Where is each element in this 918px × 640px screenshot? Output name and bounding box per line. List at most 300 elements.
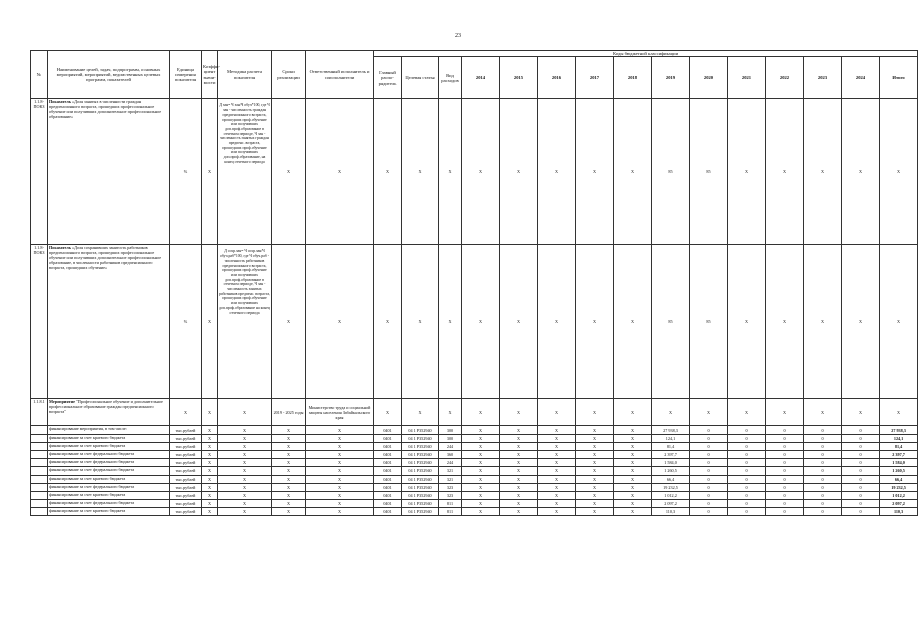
row-csr: Х (402, 399, 439, 426)
row-year-value: 85 (690, 99, 728, 245)
row-year-value: Х (614, 483, 652, 491)
row-year-value: Х (842, 245, 880, 399)
row-resp: Х (306, 442, 374, 450)
row-year-value: Х (538, 450, 576, 458)
row-coef: Х (202, 491, 218, 499)
row-name-type: Показатель (49, 99, 71, 105)
row-coef: Х (202, 442, 218, 450)
row-resp: Х (306, 434, 374, 442)
row-resp: Х (306, 475, 374, 483)
row-csr: 04 1 Р352940 (402, 483, 439, 491)
row-name: финансирование мероприятия, в том числе: (48, 426, 170, 434)
row-year-value: 0 (804, 459, 842, 467)
row-total: 110,3 (880, 508, 918, 516)
row-year-value: 0 (690, 475, 728, 483)
row-year-value: 0 (728, 426, 766, 434)
row-year-value: Х (538, 459, 576, 467)
row-year-value: 0 (690, 500, 728, 508)
row-grbs: 0401 (374, 475, 402, 483)
row-year-value: Х (614, 467, 652, 475)
row-year-value: 0 (690, 450, 728, 458)
row-grbs: 0401 (374, 426, 402, 434)
row-total: 19 232,5 (880, 483, 918, 491)
row-name: финансирование за счет федерального бюджета (48, 450, 170, 458)
row-year-value: 0 (690, 459, 728, 467)
row-grbs: 0401 (374, 491, 402, 499)
row-unit: тыс.рублей (170, 467, 202, 475)
row-year-value: Х (614, 399, 652, 426)
row-term: Х (272, 442, 306, 450)
row-method: Х (218, 491, 272, 499)
row-year-value: Х (728, 399, 766, 426)
row-year-value: 27 938,3 (652, 426, 690, 434)
row-resp: Х (306, 483, 374, 491)
row-term: Х (272, 500, 306, 508)
row-resp: Х (306, 459, 374, 467)
row-year-value: 0 (842, 459, 880, 467)
financing-row (31, 442, 918, 450)
row-year-value: 2 397,7 (652, 450, 690, 458)
row-term: Х (272, 467, 306, 475)
row-code (31, 500, 48, 508)
row-total: 81,4 (880, 442, 918, 450)
row-year-value: 0 (728, 491, 766, 499)
header-year: 2014 (462, 57, 500, 99)
row-year-value: Х (804, 399, 842, 426)
row-method: Х (218, 426, 272, 434)
row-year-value: 0 (690, 426, 728, 434)
row-year-value: Х (500, 475, 538, 483)
row-coef: Х (202, 467, 218, 475)
row-year-value: 85 (652, 245, 690, 399)
row-grbs: Х (374, 399, 402, 426)
row-resp: Х (306, 450, 374, 458)
header-method: Методика расчета показателя (218, 51, 272, 99)
row-year-value: 0 (842, 450, 880, 458)
row-resp: Х (306, 99, 374, 245)
header-year: 2018 (614, 57, 652, 99)
header-csr: Целевая статья (402, 57, 439, 99)
row-year-value: 0 (804, 467, 842, 475)
row-year-value: Х (500, 442, 538, 450)
row-code (31, 434, 48, 442)
row-year-value: Х (614, 245, 652, 399)
row-year-value: 0 (728, 475, 766, 483)
row-total: Х (880, 399, 918, 426)
row-method: Х (218, 450, 272, 458)
financing-row (31, 467, 918, 475)
row-year-value: 0 (842, 483, 880, 491)
row-term: Х (272, 434, 306, 442)
header-num: № (31, 51, 48, 99)
row-year-value: 0 (728, 500, 766, 508)
row-year-value: 0 (766, 450, 804, 458)
row-year-value: 0 (766, 491, 804, 499)
row-resp: Х (306, 500, 374, 508)
row-name (48, 245, 170, 399)
row-total: Х (880, 245, 918, 399)
row-year-value: 0 (766, 475, 804, 483)
row-unit: тыс.рублей (170, 434, 202, 442)
row-year-value: 0 (766, 442, 804, 450)
row-unit: % (170, 245, 202, 399)
row-year-value: Х (804, 245, 842, 399)
row-method: Х (218, 399, 272, 426)
row-year-value: Х (462, 442, 500, 450)
indicator-row (31, 245, 918, 399)
row-year-value: 0 (728, 483, 766, 491)
row-year-value: 0 (728, 442, 766, 450)
row-name: финансирование за счет краевого бюджета (48, 491, 170, 499)
row-name: финансирование за счет краевого бюджета (48, 475, 170, 483)
row-year-value: 0 (804, 450, 842, 458)
row-year-value: 81,4 (652, 442, 690, 450)
row-year-value: Х (576, 483, 614, 491)
row-year-value: 0 (766, 500, 804, 508)
row-year-value: Х (652, 399, 690, 426)
row-year-value: Х (538, 491, 576, 499)
row-year-value: Х (576, 450, 614, 458)
row-csr: 04 1 Р352940 (402, 426, 439, 434)
row-method: Х (218, 508, 272, 516)
row-method: Д зан= Ч зан/Ч обуч*100, где Ч зан - численность граждан предпенсионного возраста, прошедших проф.обучение или получивших доп.проф.образование в отчетном периоде, Ч зан - численность занятых граждан предпенс. возраста, прошедших проф.обучение или получивших доп.проф.образование, на конец отчетного периода (218, 99, 272, 245)
row-coef: Х (202, 99, 218, 245)
row-method: Х (218, 467, 272, 475)
row-year-value: 19 232,5 (652, 483, 690, 491)
row-name (48, 99, 170, 245)
row-method: Х (218, 434, 272, 442)
row-csr: 04 1 Р352940 (402, 475, 439, 483)
row-term: Х (272, 99, 306, 245)
row-grbs: 0401 (374, 467, 402, 475)
row-vr: 811 (439, 500, 462, 508)
row-name: финансирование за счет краевого бюджета (48, 434, 170, 442)
header-year: 2024 (842, 57, 880, 99)
row-total: 1 260,5 (880, 467, 918, 475)
row-code (31, 475, 48, 483)
row-year-value: 0 (842, 508, 880, 516)
financing-row (31, 426, 918, 434)
row-year-value: Х (538, 442, 576, 450)
row-year-value: 0 (690, 434, 728, 442)
row-code (31, 467, 48, 475)
row-year-value: Х (576, 475, 614, 483)
indicator-row (31, 99, 918, 245)
row-year-value: Х (614, 442, 652, 450)
row-year-value: Х (462, 475, 500, 483)
row-year-value: Х (538, 245, 576, 399)
header-unit: Единица измерения показателя (170, 51, 202, 99)
row-year-value: Х (500, 508, 538, 516)
row-year-value: Х (462, 500, 500, 508)
row-grbs: 0401 (374, 450, 402, 458)
row-vr: 244 (439, 459, 462, 467)
row-year-value: Х (576, 442, 614, 450)
row-year-value: 0 (804, 475, 842, 483)
row-year-value: Х (500, 500, 538, 508)
row-vr: 811 (439, 508, 462, 516)
row-vr: 244 (439, 442, 462, 450)
row-year-value: Х (614, 450, 652, 458)
row-year-value: Х (728, 245, 766, 399)
row-vr: 321 (439, 475, 462, 483)
row-grbs: Х (374, 99, 402, 245)
row-year-value: Х (500, 426, 538, 434)
financing-row (31, 459, 918, 467)
row-code: 1.1.8-ПОКЗ (31, 245, 48, 399)
row-grbs: 0401 (374, 483, 402, 491)
row-grbs: 0401 (374, 442, 402, 450)
row-term: Х (272, 450, 306, 458)
row-year-value: Х (500, 467, 538, 475)
row-csr: 04 1 Р352940 (402, 508, 439, 516)
row-year-value: Х (576, 491, 614, 499)
row-year-value: 0 (766, 467, 804, 475)
row-year-value: Х (538, 508, 576, 516)
row-year-value: 0 (842, 442, 880, 450)
row-year-value: 0 (690, 442, 728, 450)
row-method: Х (218, 475, 272, 483)
row-term: Х (272, 491, 306, 499)
row-year-value: Х (576, 459, 614, 467)
row-code (31, 508, 48, 516)
row-year-value: 85 (690, 245, 728, 399)
row-year-value: Х (576, 500, 614, 508)
row-grbs: 0401 (374, 459, 402, 467)
row-year-value: 0 (690, 508, 728, 516)
page-number: 23 (455, 33, 461, 39)
row-year-value: Х (576, 399, 614, 426)
row-year-value: 0 (690, 491, 728, 499)
row-coef: Х (202, 434, 218, 442)
row-year-value: Х (728, 99, 766, 245)
row-year-value: Х (690, 399, 728, 426)
row-year-value: Х (538, 426, 576, 434)
header-year: 2017 (576, 57, 614, 99)
row-year-value: 0 (804, 426, 842, 434)
row-csr: Х (402, 99, 439, 245)
header-year: 2019 (652, 57, 690, 99)
row-year-value: Х (766, 399, 804, 426)
program-table (30, 50, 918, 516)
row-year-value: 124,1 (652, 434, 690, 442)
row-year-value: 0 (842, 467, 880, 475)
row-csr: 04 1 Р352940 (402, 500, 439, 508)
row-year-value: Х (462, 483, 500, 491)
header-year: 2023 (804, 57, 842, 99)
row-grbs: 0401 (374, 500, 402, 508)
row-name: финансирование за счет федерального бюджета (48, 459, 170, 467)
row-year-value: Х (462, 491, 500, 499)
row-method: Х (218, 442, 272, 450)
row-method: Х (218, 483, 272, 491)
row-unit: тыс.рублей (170, 459, 202, 467)
header-year: 2015 (500, 57, 538, 99)
row-code (31, 442, 48, 450)
row-csr: 04 1 Р352940 (402, 434, 439, 442)
row-vr: Х (439, 245, 462, 399)
row-year-value: Х (462, 399, 500, 426)
row-year-value: Х (576, 426, 614, 434)
row-year-value: Х (538, 399, 576, 426)
row-csr: Х (402, 245, 439, 399)
row-coef: Х (202, 426, 218, 434)
activity-row (31, 399, 918, 426)
row-year-value: Х (804, 99, 842, 245)
row-coef: Х (202, 459, 218, 467)
row-year-value: Х (538, 467, 576, 475)
row-year-value: 0 (804, 500, 842, 508)
header-year: 2020 (690, 57, 728, 99)
row-coef: Х (202, 483, 218, 491)
row-year-value: Х (766, 245, 804, 399)
row-name: финансирование за счет краевого бюджета (48, 442, 170, 450)
row-year-value: 0 (766, 508, 804, 516)
row-year-value: 0 (766, 426, 804, 434)
row-csr: 04 1 Р352940 (402, 450, 439, 458)
row-year-value: Х (766, 99, 804, 245)
row-year-value: Х (538, 434, 576, 442)
header-resp: Ответственный исполнитель и соисполнители (306, 51, 374, 99)
header-term: Сроки реализации (272, 51, 306, 99)
header-codes-group: Коды бюджетной классификации (374, 51, 918, 57)
row-unit: % (170, 99, 202, 245)
row-total: 66,4 (880, 475, 918, 483)
row-term: Х (272, 245, 306, 399)
financing-row (31, 450, 918, 458)
row-resp: Х (306, 467, 374, 475)
row-unit: тыс.рублей (170, 483, 202, 491)
financing-rows (31, 426, 918, 516)
row-coef: Х (202, 500, 218, 508)
row-year-value: Х (500, 459, 538, 467)
row-method: Д сохр.зан= Ч сохр.зан/Ч обуч.раб*100, где Ч обуч.раб - численность работников предпенсионного возраста, прошедших проф.обучение или получивших доп.проф.образование в отчетном периоде, Ч зан - численность занятых работников предпенс. возраста, прошедших проф.обучение или получивших доп.проф.образование на конец отчетного периода (218, 245, 272, 399)
row-total: 1 584,0 (880, 459, 918, 467)
row-year-value: Х (538, 500, 576, 508)
row-vr: 300 (439, 434, 462, 442)
row-year-value: 0 (728, 434, 766, 442)
row-year-value: 0 (690, 483, 728, 491)
row-resp: Х (306, 245, 374, 399)
row-total: Х (880, 99, 918, 245)
row-method: Х (218, 459, 272, 467)
row-year-value: 0 (804, 434, 842, 442)
row-vr: 360 (439, 450, 462, 458)
header-grbs: Главный распо-рядитель (374, 57, 402, 99)
row-year-value: 1 012,2 (652, 491, 690, 499)
row-term: Х (272, 483, 306, 491)
row-csr: 04 1 Р352940 (402, 442, 439, 450)
row-total: 2 097,2 (880, 500, 918, 508)
row-year-value: Х (576, 508, 614, 516)
header-year: 2021 (728, 57, 766, 99)
row-year-value: 1 584,0 (652, 459, 690, 467)
row-year-value: Х (842, 99, 880, 245)
row-code: 1.1.8.1 (31, 399, 48, 426)
financing-row (31, 500, 918, 508)
row-unit: тыс.рублей (170, 491, 202, 499)
header-vr: Вид расходов (439, 57, 462, 99)
row-name: финансирование за счет федерального бюджета (48, 467, 170, 475)
row-year-value: Х (462, 434, 500, 442)
row-vr: 323 (439, 483, 462, 491)
row-name-text: «Доля занятых в численности граждан предпенсионного возраста, прошедших профессиональное обучение или получивших дополнительное профессиональное образование» (49, 99, 162, 120)
row-total: 1 012,2 (880, 491, 918, 499)
row-year-value: Х (538, 99, 576, 245)
header-name: Наименование целей, задач, подпрограмм, основных мероприятий, мероприятий, ведомственных целевых программ, показателей (48, 51, 170, 99)
row-year-value: Х (500, 434, 538, 442)
row-year-value: 0 (728, 450, 766, 458)
row-year-value: Х (462, 426, 500, 434)
row-year-value: 0 (766, 459, 804, 467)
row-coef: Х (202, 399, 218, 426)
row-year-value: Х (462, 467, 500, 475)
row-year-value: Х (576, 434, 614, 442)
row-term: Х (272, 426, 306, 434)
row-grbs: 0401 (374, 508, 402, 516)
row-unit: тыс.рублей (170, 442, 202, 450)
row-total: 2 397,7 (880, 450, 918, 458)
row-code: 1.1.8-ПОКЗ (31, 99, 48, 245)
header-year: 2022 (766, 57, 804, 99)
row-coef: Х (202, 450, 218, 458)
row-name: финансирование за счет краевого бюджета (48, 508, 170, 516)
row-year-value: 66,4 (652, 475, 690, 483)
row-total: 27 938,3 (880, 426, 918, 434)
row-coef: Х (202, 508, 218, 516)
row-vr: Х (439, 99, 462, 245)
row-year-value: Х (500, 99, 538, 245)
row-unit: тыс.рублей (170, 475, 202, 483)
row-year-value: Х (462, 99, 500, 245)
row-year-value: Х (576, 467, 614, 475)
row-year-value: 0 (728, 467, 766, 475)
row-name-type: Мероприятие (49, 399, 75, 405)
row-method: Х (218, 500, 272, 508)
row-year-value: 0 (766, 483, 804, 491)
row-resp: Х (306, 426, 374, 434)
row-year-value: 2 097,2 (652, 500, 690, 508)
row-year-value: Х (462, 508, 500, 516)
row-year-value: Х (614, 491, 652, 499)
row-year-value: Х (614, 99, 652, 245)
row-name-text: "Профессиональное обучение и дополнительное профессиональное образование граждан предпенсионного возраста" (49, 399, 163, 415)
row-year-value: Х (614, 500, 652, 508)
row-year-value: 0 (842, 491, 880, 499)
row-total: 124,1 (880, 434, 918, 442)
row-year-value: 0 (766, 434, 804, 442)
row-resp: Х (306, 508, 374, 516)
row-year-value: Х (614, 459, 652, 467)
row-code (31, 450, 48, 458)
row-year-value: Х (614, 508, 652, 516)
row-year-value: Х (614, 475, 652, 483)
row-year-value: Х (576, 99, 614, 245)
row-vr: 323 (439, 491, 462, 499)
row-term: 2019 - 2025 годы (272, 399, 306, 426)
row-year-value: Х (462, 450, 500, 458)
row-name: финансирование за счет федерального бюджета (48, 483, 170, 491)
row-name: финансирование за счет федерального бюджета (48, 500, 170, 508)
row-year-value: 0 (728, 459, 766, 467)
row-coef: Х (202, 245, 218, 399)
row-unit: тыс.рублей (170, 450, 202, 458)
row-year-value: Х (500, 491, 538, 499)
row-year-value: Х (500, 399, 538, 426)
row-coef: Х (202, 475, 218, 483)
row-year-value: 0 (804, 508, 842, 516)
row-unit: Х (170, 399, 202, 426)
